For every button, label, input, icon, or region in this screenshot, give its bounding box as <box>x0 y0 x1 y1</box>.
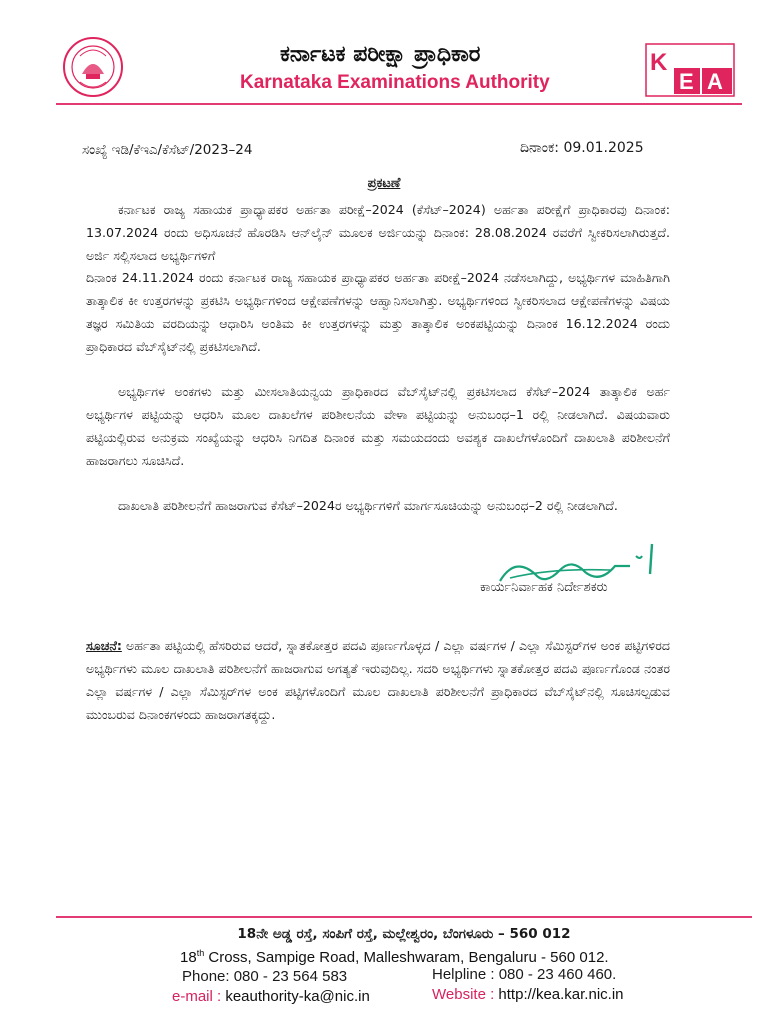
paragraph-3: ಅಭ್ಯರ್ಥಿಗಳ ಅಂಕಗಳು ಮತ್ತು ಮೀಸಲಾತಿಯನ್ವಯ ಪ್ರಾಧಿಕಾರದ ವೆಬ್‌ಸೈಟ್‌ನಲ್ಲಿ ಪ್ರಕಟಿಸಲಾದ ಕೆಸೆಟ್–2024 ತಾತ್ಕಾಲಿಕ ಅರ್ಹ ಅಭ್ಯರ್ಥಿಗಳ ಪಟ್ಟಿಯನ್ನು ಆಧರಿಸಿ ಮೂಲ ದಾಖಲೆಗಳ ಪರಿಶೀಲನೆಯ ವೇಳಾ ಪಟ್ಟಿಯನ್ನು ಅನುಬಂಧ–1 ರಲ್ಲಿ ನೀಡಲಾಗಿದೆ. ವಿಷಯವಾರು ಪಟ್ಟಿಯಲ್ಲಿರುವ ಅನುಕ್ರಮ ಸಂಖ್ಯೆಯನ್ನು ಆಧರಿಸಿ ನಿಗದಿತ ದಿನಾಂಕ ಮತ್ತು ಸಮಯದಂದು ಅವಶ್ಯಕ ದಾಖಲೆಗಳೊಂದಿಗೆ ದಾಖಲಾತಿ ಪರಿಶೀಲನೆಗೆ ಹಾಜರಾಗಲು ಸೂಚಿಸಿದೆ. <box>86 384 670 468</box>
footer-website: Website : http://kea.kar.nic.in <box>432 986 624 1003</box>
government-seal-icon <box>62 36 124 98</box>
email-link[interactable]: keauthority-ka@nic.in <box>225 988 370 1005</box>
paragraph-4: ದಾಖಲಾತಿ ಪರಿಶೀಲನೆಗೆ ಹಾಜರಾಗುವ ಕೆಸೆಟ್–2024ರ ಅಭ್ಯರ್ಥಿಗಳಿಗೆ ಮಾರ್ಗಸೂಚಿಯನ್ನು ಅನುಬಂಧ–2 ರಲ್ಲಿ ನೀಡಲಾಗಿದೆ. <box>118 498 618 513</box>
reference-number: ಸಂಖ್ಯೆ ಇಡಿ/ಕೆಇಎ/ಕೆಸೆಟ್/2023–24 <box>82 142 253 158</box>
signatory-title: ಕಾರ್ಯನಿರ್ವಾಹಕ ನಿರ್ದೇಶಕರು <box>480 580 608 595</box>
footer-phone: Phone: 080 - 23 564 583 <box>182 968 348 985</box>
notice-date: ದಿನಾಂಕ: 09.01.2025 <box>520 140 644 156</box>
footer-helpline: Helpline : 080 - 23 460 460. <box>432 966 617 983</box>
website-link[interactable]: http://kea.kar.nic.in <box>498 986 624 1003</box>
footer-address-english: 18th Cross, Sampige Road, Malleshwaram, Bengaluru - 560 012. <box>180 948 609 966</box>
svg-text:K: K <box>650 49 668 76</box>
footer-divider <box>56 916 752 918</box>
authority-title-english: Karnataka Examinations Authority <box>240 72 550 93</box>
kea-logo-icon <box>644 42 736 98</box>
footer-address-kannada: 18ನೇ ಅಡ್ಡ ರಸ್ತೆ, ಸಂಪಿಗೆ ರಸ್ತೆ, ಮಲ್ಲೇಶ್ವರಂ, ಬೆಂಗಳೂರು – 560 012 <box>237 926 571 942</box>
svg-text:E: E <box>679 69 694 94</box>
footer-email: e-mail : keauthority-ka@nic.in <box>172 988 370 1005</box>
paragraph-1: ಕರ್ನಾಟಕ ರಾಜ್ಯ ಸಹಾಯಕ ಪ್ರಾಧ್ಯಾಪಕರ ಅರ್ಹತಾ ಪರೀಕ್ಷೆ–2024 (ಕೆಸೆಟ್–2024) ಅರ್ಹತಾ ಪರೀಕ್ಷೆಗೆ ಪ್ರಾಧಿಕಾರವು ದಿನಾಂಕ: 13.07.2024 ರಂದು ಅಧಿಸೂಚನೆ ಹೊರಡಿಸಿ ಆನ್‌ಲೈನ್ ಮೂಲಕ ಅರ್ಜಿಯನ್ನು ದಿನಾಂಕ: 28.08.2024 ರವರೆಗೆ ಸ್ವೀಕರಿಸಲಾಗಿರುತ್ತದೆ. ಅರ್ಜಿ ಸಲ್ಲಿಸಲಾದ ಅಭ್ಯರ್ಥಿಗಳಿಗೆ <box>86 202 670 263</box>
svg-text:A: A <box>707 69 723 94</box>
note-text: ಅರ್ಹತಾ ಪಟ್ಟಿಯಲ್ಲಿ ಹೆಸರಿರುವ ಆದರೆ, ಸ್ನಾತಕೋತ್ತರ ಪದವಿ ಪೂರ್ಣಗೊಳ್ಳದ / ಎಲ್ಲಾ ವರ್ಷಗಳ / ಎಲ್ಲಾ ಸೆಮಿಸ್ಟರ್‌ಗಳ ಅಂಕ ಪಟ್ಟಿಗಳಿರದ ಅಭ್ಯರ್ಥಿಗಳು ಮೂಲ ದಾಖಲಾತಿ ಪರಿಶೀಲನೆಗೆ ಹಾಜರಾಗುವ ಅಗತ್ಯತೆ ಇರುವುದಿಲ್ಲ. ಸದರಿ ಅಭ್ಯರ್ಥಿಗಳು ಸ್ನಾತಕೋತ್ತರ ಪದವಿ ಪೂರ್ಣಗೊಂಡ ನಂತರ ಎಲ್ಲಾ ವರ್ಷಗಳ / ಎಲ್ಲಾ ಸೆಮಿಸ್ಟರ್‌ಗಳ ಅಂಕ ಪಟ್ಟಿಗಳೊಂದಿಗೆ ಮೂಲ ದಾಖಲಾತಿ ಪರಿಶೀಲನೆಗೆ ಪ್ರಾಧಿಕಾರದ ವೆಬ್‌ಸೈಟ್‌ನಲ್ಲಿ ಸೂಚಿಸಲ್ಪಡುವ ಮುಂಬರುವ ದಿನಾಂಕಗಳಂದು ಹಾಜರಾಗತಕ್ಕದ್ದು. <box>86 638 670 722</box>
paragraph-2: ದಿನಾಂಕ 24.11.2024 ರಂದು ಕರ್ನಾಟಕ ರಾಜ್ಯ ಸಹಾಯಕ ಪ್ರಾಧ್ಯಾಪಕರ ಅರ್ಹತಾ ಪರೀಕ್ಷೆ–2024 ನಡೆಸಲಾಗಿದ್ದು, ಅಭ್ಯರ್ಥಿಗಳ ಮಾಹಿತಿಗಾಗಿ ತಾತ್ಕಾಲಿಕ ಕೀ ಉತ್ತರಗಳನ್ನು ಪ್ರಕಟಿಸಿ ಅಭ್ಯರ್ಥಿಗಳಿಂದ ಆಕ್ಷೇಪಣೆಗಳನ್ನು ಆಹ್ವಾನಿಸಲಾಗಿತ್ತು. ಅಭ್ಯರ್ಥಿಗಳಿಂದ ಸ್ವೀಕರಿಸಲಾದ ಆಕ್ಷೇಪಣೆಗಳನ್ನು ವಿಷಯ ತಜ್ಞರ ಸಮಿತಿಯ ವರದಿಯನ್ನು ಆಧಾರಿಸಿ ಅಂತಿಮ ಕೀ ಉತ್ತರಗಳನ್ನು ಮತ್ತು ತಾತ್ಕಾಲಿಕ ಅಂಕಪಟ್ಟಿಯನ್ನು ದಿನಾಂಕ 16.12.2024 ರಂದು ಪ್ರಾಧಿಕಾರದ ವೆಬ್‌ಸೈಟ್‌ನಲ್ಲಿ ಪ್ರಕಟಿಸಲಾಗಿದೆ. <box>86 270 670 354</box>
note-label: ಸೂಚನೆ: <box>86 638 122 653</box>
notice-heading: ಪ್ರಕಟಣೆ <box>367 176 401 191</box>
header-divider <box>56 103 742 105</box>
note-block <box>86 634 670 726</box>
authority-title-kannada: ಕರ್ನಾಟಕ ಪರೀಕ್ಷಾ ಪ್ರಾಧಿಕಾರ <box>280 42 481 67</box>
